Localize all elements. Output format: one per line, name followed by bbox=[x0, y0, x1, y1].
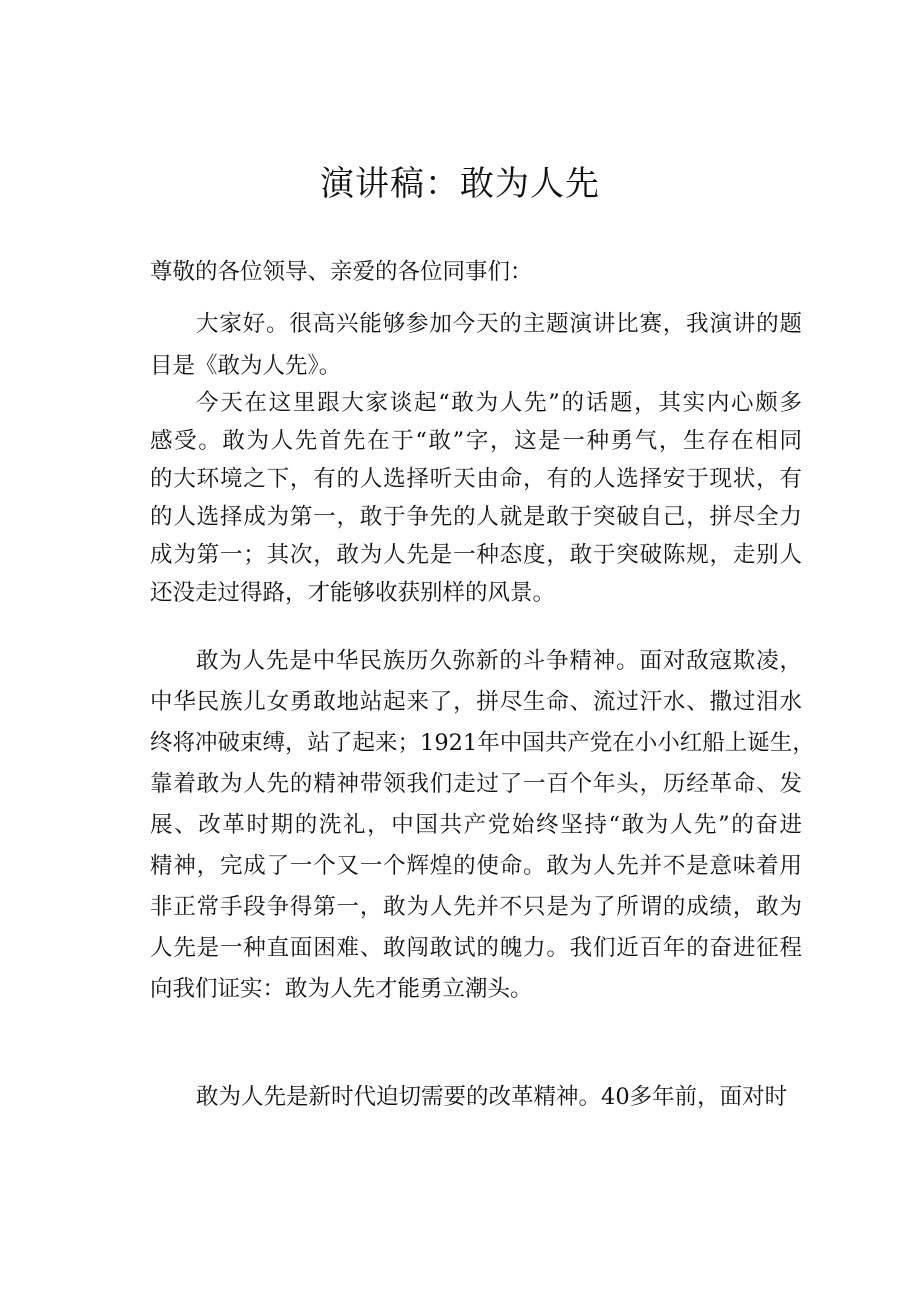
paragraph-line: 大家好。很高兴能够参加今天的主题演讲比赛，我演讲的题 bbox=[196, 311, 802, 337]
paragraph-line: 今天在这里跟大家谈起“敢为人先”的话题，其实内心颇多 bbox=[196, 390, 802, 416]
paragraph-2 bbox=[150, 384, 802, 612]
paragraph-4 bbox=[150, 1077, 802, 1118]
paragraph-line: 敢为人先是新时代迫切需要的改革精神。40多年前，面对时 bbox=[196, 1084, 788, 1110]
paragraph-line: 感受。敢为人先首先在于“敢”字，这是一种勇气，生存在相同 bbox=[150, 428, 802, 454]
paragraph-line: 成为第一；其次，敢为人先是一种态度，敢于突破陈规，走别人 bbox=[150, 542, 802, 568]
paragraph-line: 非正常手段争得第一，敢为人先并不只是为了所谓的成绩，敢为 bbox=[150, 894, 802, 920]
paragraph-line: 中华民族儿女勇敢地站起来了，拼尽生命、流过汗水、撒过泪水 bbox=[150, 689, 802, 715]
paragraph-line: 目是《敢为人先》。 bbox=[150, 353, 342, 379]
paragraph-line: 展、改革时期的洗礼，中国共产党始终坚持“敢为人先”的奋进 bbox=[150, 812, 802, 838]
salutation-line: 尊敬的各位领导、亲爱的各位同事们： bbox=[150, 259, 533, 285]
paragraph-line: 敢为人先是中华民族历久弥新的斗争精神。面对敌寇欺凌， bbox=[196, 648, 802, 674]
paragraph-line: 人先是一种直面困难、敢闯敢试的魄力。我们近百年的奋进征程 bbox=[150, 935, 802, 961]
paragraph-3 bbox=[150, 641, 815, 1010]
paragraph-line: 的大环境之下，有的人选择听天由命，有的人选择安于现状，有 bbox=[150, 466, 802, 492]
paragraph-line: 精神，完成了一个又一个辉煌的使命。敢为人先并不是意味着用 bbox=[150, 853, 802, 879]
paragraph-line: 向我们证实：敢为人先才能勇立潮头。 bbox=[150, 976, 533, 1002]
paragraph-line: 的人选择成为第一，敢于争先的人就是敢于突破自己，拼尽全力 bbox=[150, 504, 802, 530]
paragraph-1 bbox=[150, 300, 802, 396]
paragraph-line: 还没走过得路，才能够收获别样的风景。 bbox=[150, 580, 556, 606]
document-title: 演讲稿：敢为人先 bbox=[320, 164, 600, 204]
salutation bbox=[150, 254, 802, 290]
paragraph-line: 终将冲破束缚，站了起来；1921年中国共产党在小小红船上诞生， bbox=[150, 730, 815, 756]
paragraph-line: 靠着敢为人先的精神带领我们走过了一百个年头，历经革命、发 bbox=[150, 771, 802, 797]
